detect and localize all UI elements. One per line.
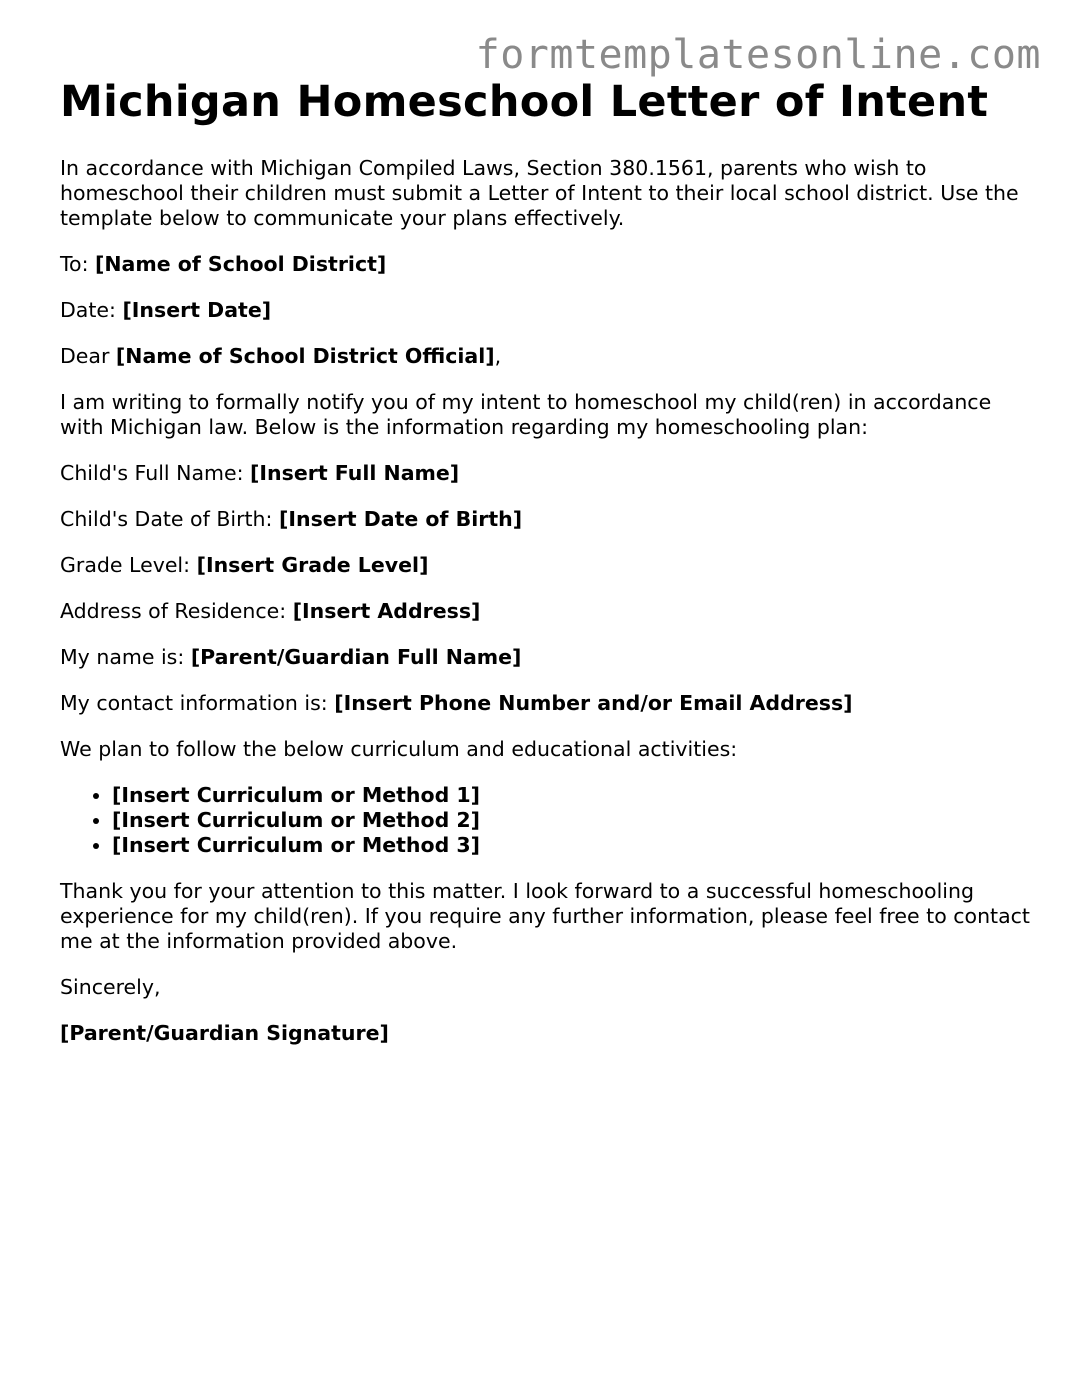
curriculum-list [60, 783, 1030, 858]
salutation-label: Dear [60, 344, 110, 368]
child-name-line [60, 461, 1030, 486]
date-label: Date: [60, 298, 116, 322]
address-value: [Insert Address] [292, 599, 481, 623]
salutation-comma: , [494, 344, 502, 368]
letter-document [60, 74, 1030, 1046]
signature-placeholder [60, 1021, 1030, 1046]
child-name-label: Child's Full Name: [60, 461, 244, 485]
child-dob-label: Child's Date of Birth: [60, 507, 273, 531]
curriculum-intro: We plan to follow the below curriculum and educational activities: [60, 737, 738, 761]
child-dob-value: [Insert Date of Birth] [279, 507, 523, 531]
parent-name-label: My name is: [60, 645, 185, 669]
body-paragraph: I am writing to formally notify you of my intent to homeschool my child(ren) in accordance with Michigan law. Below is the information regarding my homeschooling plan: [60, 390, 992, 439]
contact-label: My contact information is: [60, 691, 328, 715]
to-label: To: [60, 252, 89, 276]
closing-paragraph: Thank you for your attention to this matter. I look forward to a successful homeschooling experience for my child(ren). If you require any further information, please feel free to contact me at the information provided above. [60, 879, 1030, 953]
address-line [60, 599, 1030, 624]
grade-line [60, 553, 1030, 578]
date-value: [Insert Date] [122, 298, 272, 322]
child-name-value: [Insert Full Name] [250, 461, 460, 485]
parent-name-value: [Parent/Guardian Full Name] [190, 645, 522, 669]
signature-value: [Parent/Guardian Signature] [60, 1021, 389, 1045]
intro-paragraph: In accordance with Michigan Compiled Laws, Section 380.1561, parents who wish to homeschool their children must submit a Letter of Intent to their local school district. Use the template below to communicate your plans effectively. [60, 156, 1019, 230]
child-dob-line [60, 507, 1030, 532]
grade-value: [Insert Grade Level] [196, 553, 429, 577]
page-title: Michigan Homeschool Letter of Intent [60, 77, 989, 127]
list-item: • [Insert Curriculum or Method 2] [112, 808, 1030, 833]
parent-name-line [60, 645, 1030, 670]
address-label: Address of Residence: [60, 599, 287, 623]
salutation-line [60, 344, 1030, 369]
contact-value: [Insert Phone Number and/or Email Address] [334, 691, 853, 715]
watermark: formtemplatesonline.com [475, 32, 1041, 78]
contact-line [60, 691, 1030, 716]
to-line [60, 252, 1030, 277]
salutation-value: [Name of School District Official] [115, 344, 495, 368]
list-item: • [Insert Curriculum or Method 3] [112, 833, 1030, 858]
date-line [60, 298, 1030, 323]
grade-label: Grade Level: [60, 553, 191, 577]
sign-off: Sincerely, [60, 975, 161, 999]
to-value: [Name of School District] [95, 252, 387, 276]
list-item: • [Insert Curriculum or Method 1] [112, 783, 1030, 808]
